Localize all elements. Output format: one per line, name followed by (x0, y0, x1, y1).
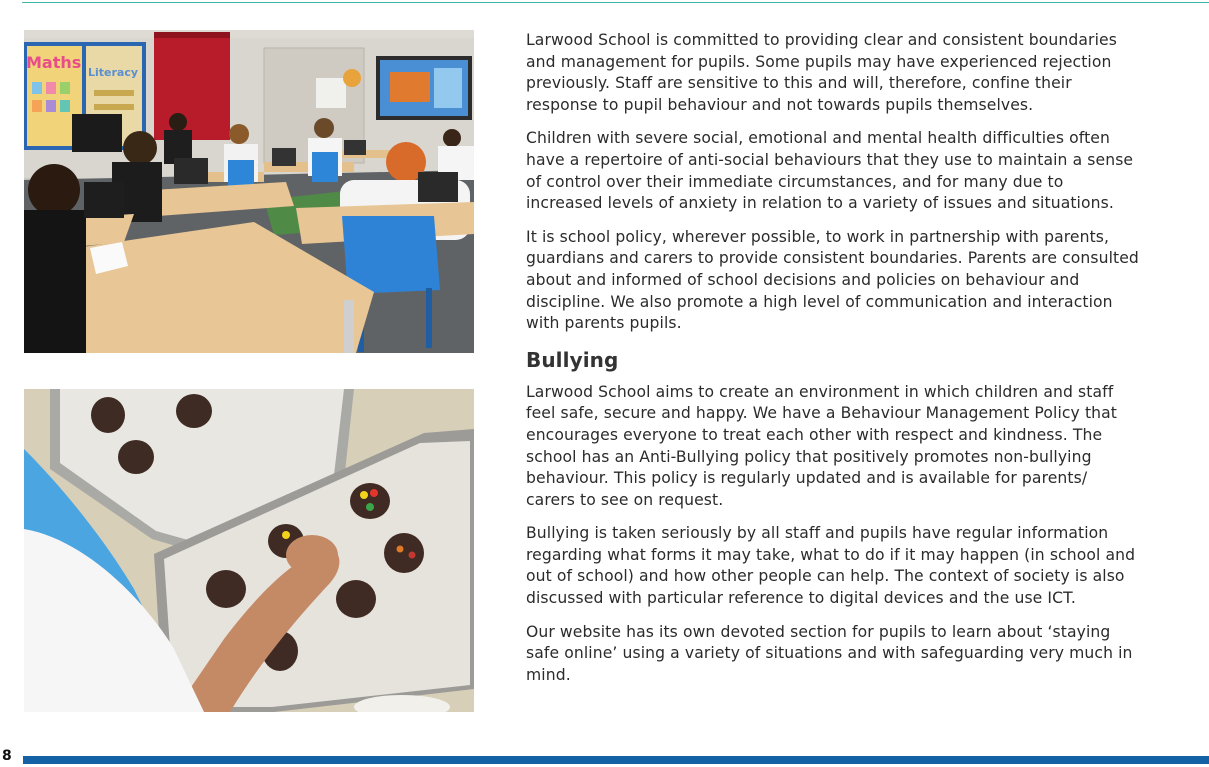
classroom-photo (24, 30, 474, 353)
paragraph: Larwood School is committed to providing clear and consistent boundaries and management for pupils. Some pupils may have experienced rejection previously. Staff are sensitive to this and will, therefore, confine their response to pupil behaviour and not towards pupils themselves. (526, 31, 1117, 114)
cookies-photo (24, 389, 474, 712)
page-number: 8 (2, 748, 12, 764)
paragraph: It is school policy, wherever possible, to work in partnership with parents, guardians and carers to provide consistent boundaries. Parents are consulted about and informed of school decisions and policies on behaviour and discipline. We also promote a high level of communication and interaction with parents pupils. (526, 227, 1139, 333)
top-divider (22, 2, 1209, 3)
wall-sign-maths: Maths (26, 53, 82, 72)
paragraph: Children with severe social, emotional and mental health difficulties often have a repertoire of anti-social behaviours that they use to maintain a sense of control over their immediate circumstances, and for many due to increased levels of anxiety in relation to a variety of issues and situations. (526, 129, 1134, 213)
paragraph: Bullying is taken seriously by all staff and pupils have regular information regarding what forms it may take, what to do if it may happen (in school and out of school) and how other people can help. The context of society is also discussed with particular reference to digital devices and the use ICT. (526, 524, 1136, 608)
paragraph: Larwood School aims to create an environment in which children and staff feel safe, secure and happy. We have a Behaviour Management Policy that encourages everyone to treat each other with respect and kindness. The school has an Anti-Bullying policy that positively promotes non-bullying behaviour. This policy is regularly updated and is available for parents/ carers to see on request. (526, 382, 1118, 509)
footer-bar (23, 756, 1209, 764)
wall-sign-literacy: Literacy (88, 66, 139, 79)
body-text-column (526, 30, 1141, 698)
paragraph: Our website has its own devoted section for pupils to learn about ‘staying safe online’ using a variety of situations and with safeguarding very much in mind. (526, 622, 1133, 684)
section-heading-bullying: Bullying (526, 347, 619, 372)
